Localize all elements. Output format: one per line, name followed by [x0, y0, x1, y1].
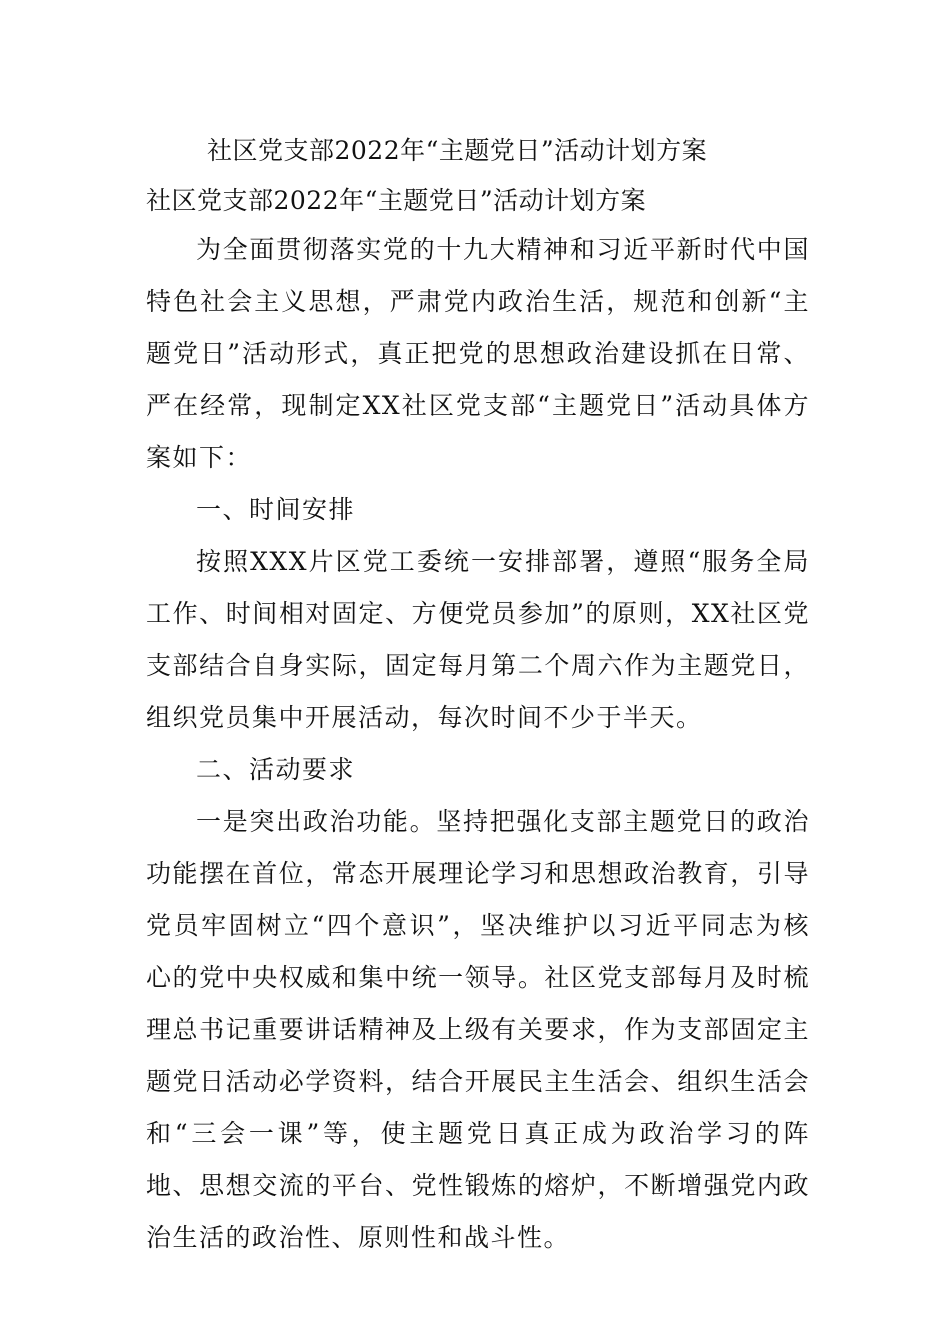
document-subtitle: 社区党支部2022年“主题党日”活动计划方案	[146, 186, 647, 215]
schedule-paragraph: 按照XXX片区党工委统一安排部署，遵照“服务全局工作、时间相对固定、方便党员参加”的原则，XX社区党支部结合自身实际，固定每月第二个周六作为主题党日，组织党员集中开展活动，每次时间不少于半天。	[146, 547, 810, 732]
requirements-paragraph: 一是突出政治功能。坚持把强化支部主题党日的政治功能摆在首位，常态开展理论学习和思想政治教育，引导党员牢固树立“四个意识”，坚决维护以习近平同志为核心的党中央权威和集中统一领导。社区党支部每月及时梳理总书记重要讲话精神及上级有关要求，作为支部固定主题党日活动必学资料，结合开展民主生活会、组织生活会和“三会一课”等，使主题党日真正成为政治学习的阵地、思想交流的平台、党性锻炼的熔炉，不断增强党内政治生活的政治性、原则性和战斗性。	[146, 807, 810, 1252]
document-body	[146, 224, 810, 1264]
section-heading-requirements: 二、活动要求	[196, 755, 356, 784]
intro-paragraph: 为全面贯彻落实党的十九大精神和习近平新时代中国特色社会主义思想，严肃党内政治生活，规范和创新“主题党日”活动形式，真正把党的思想政治建设抓在日常、严在经常，现制定XX社区党支部“主题党日”活动具体方案如下：	[146, 235, 810, 472]
section-heading-schedule: 一、时间安排	[196, 495, 356, 524]
document-title: 社区党支部2022年“主题党日”活动计划方案	[207, 136, 708, 165]
